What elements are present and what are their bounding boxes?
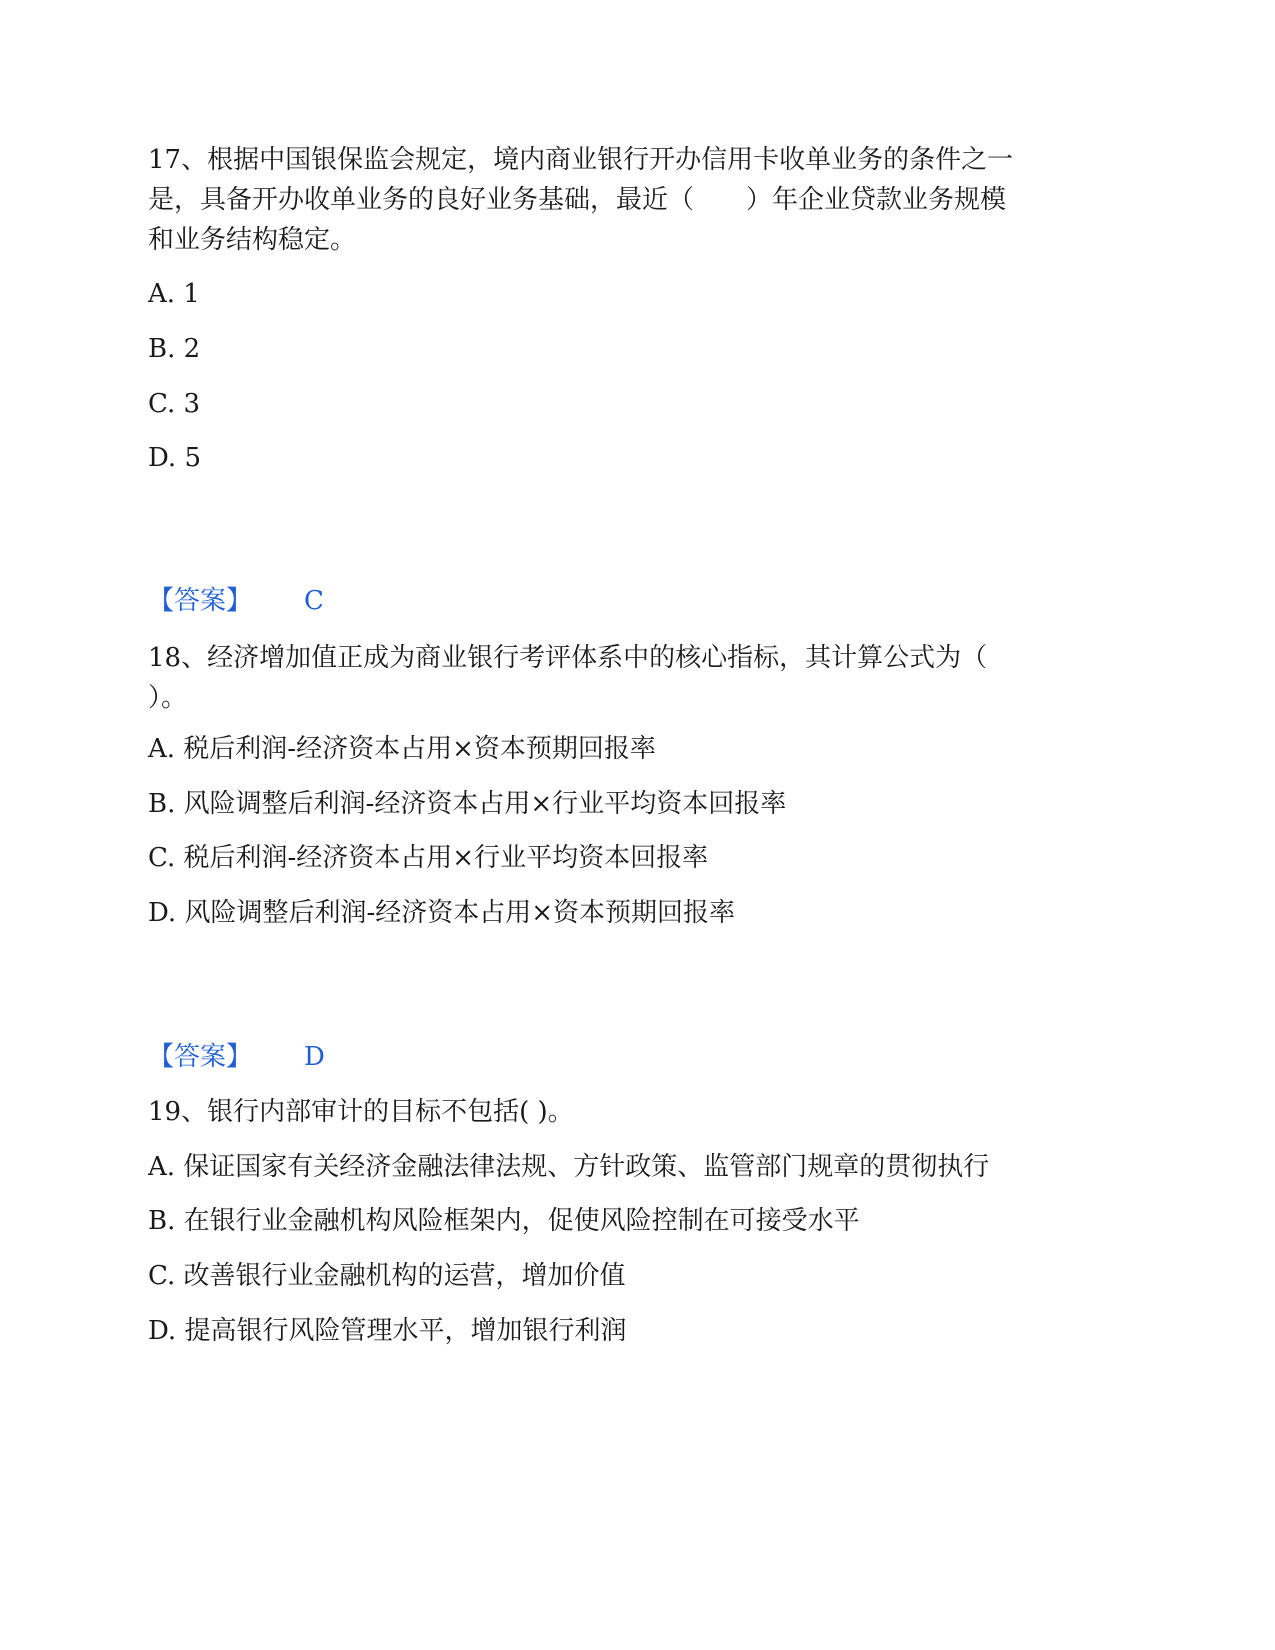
q17-stem-line-3: 和业务结构稳定。: [148, 225, 357, 255]
q17-stem-line-2: 是，具备开办收单业务的良好业务基础，最近（ ）年企业贷款业务规模: [148, 185, 1007, 215]
q17-option-b: B. 2: [148, 334, 201, 364]
q18-stem-line-1: 18、经济增加值正成为商业银行考评体系中的核心指标，其计算公式为（: [148, 643, 988, 673]
q19-stem-line-1: 19、银行内部审计的目标不包括( )。: [148, 1097, 574, 1127]
answer-value: C: [304, 586, 324, 616]
q18-option-d: D. 风险调整后利润-经济资本占用×资本预期回报率: [148, 898, 736, 928]
q18-stem-line-2: ）。: [148, 683, 188, 713]
q19-option-c: C. 改善银行业金融机构的运营，增加价值: [148, 1261, 626, 1291]
q18-answer: [148, 1037, 325, 1077]
q18-option-c: C. 税后利润-经济资本占用×行业平均资本回报率: [148, 843, 709, 873]
answer-label: 【答案】: [148, 1042, 253, 1072]
q19-option-b: B. 在银行业金融机构风险框架内，促使风险控制在可接受水平: [148, 1206, 860, 1236]
q17-option-a: A. 1: [148, 279, 200, 309]
q17-answer: [148, 581, 324, 621]
answer-value: D: [304, 1042, 325, 1072]
q18-option-a: A. 税后利润-经济资本占用×资本预期回报率: [148, 734, 656, 764]
answer-label: 【答案】: [148, 586, 253, 616]
q18-option-b: B. 风险调整后利润-经济资本占用×行业平均资本回报率: [148, 789, 787, 819]
q19-option-a: A. 保证国家有关经济金融法律法规、方针政策、监管部门规章的贯彻执行: [148, 1152, 990, 1182]
q17-option-d: D. 5: [148, 443, 201, 473]
q17-stem-line-1: 17、根据中国银保监会规定，境内商业银行开办信用卡收单业务的条件之一: [148, 145, 1014, 175]
q17-option-c: C. 3: [148, 389, 201, 419]
q19-option-d: D. 提高银行风险管理水平，增加银行利润: [148, 1316, 627, 1346]
